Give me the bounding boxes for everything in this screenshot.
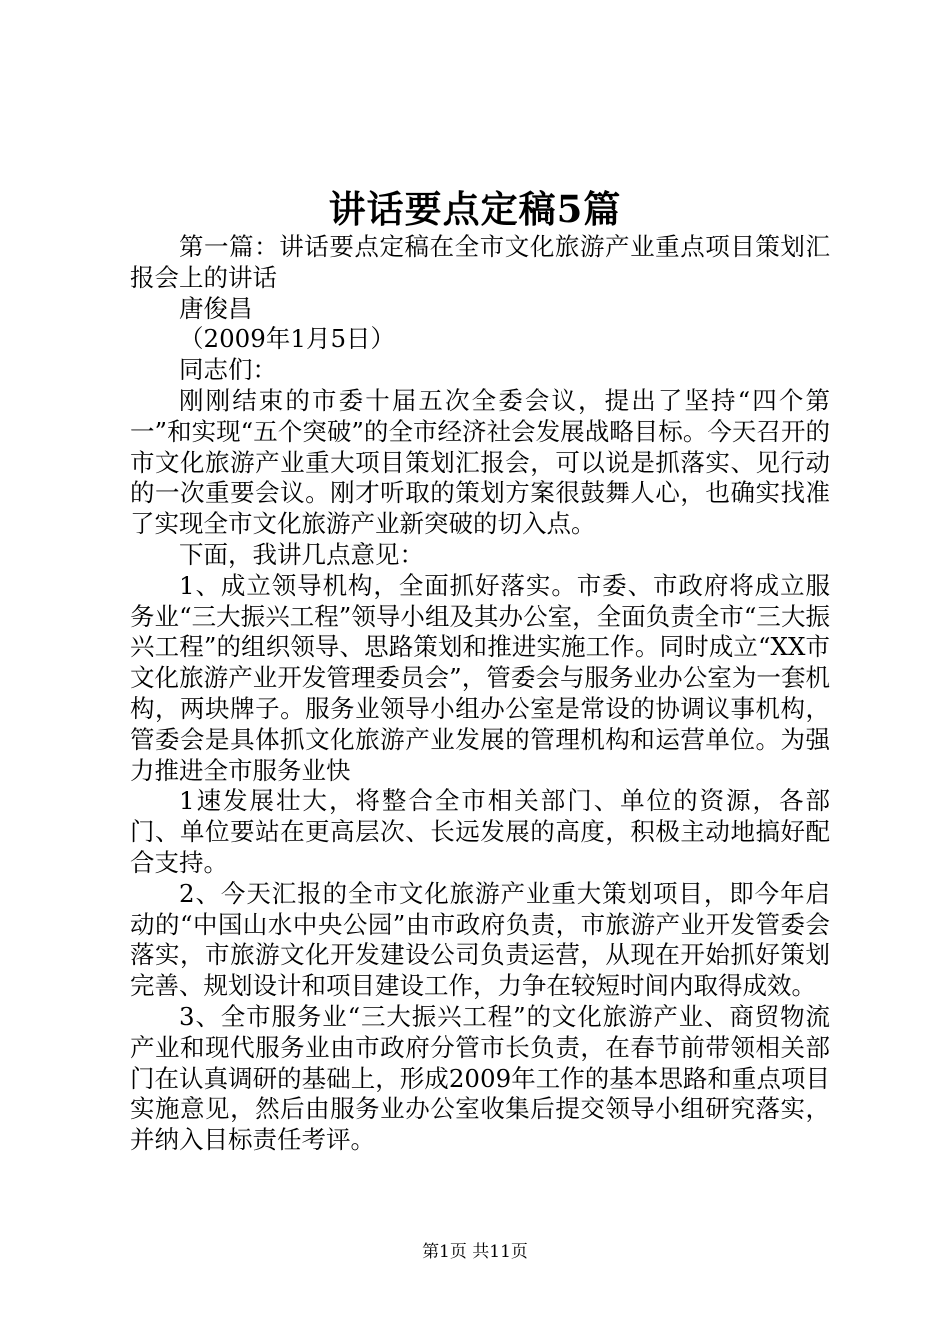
paragraph-intro: 刚刚结束的市委十届五次全委会议，提出了坚持“四个第一”和实现“五个突破”的全市经济社会发展战略目标。今天召开的市文化旅游产业重大项目策划汇报会，可以说是抓落实、见行动的一次重要会议。刚才听取的策划方案很鼓舞人心，也确实找准了实现全市文化旅游产业新突破的切入点。 (130, 385, 830, 539)
paragraph-heading: 第一篇：讲话要点定稿在全市文化旅游产业重点项目策划汇报会上的讲话 (130, 232, 830, 292)
paragraph-point-1-continued: 1速发展壮大，将整合全市相关部门、单位的资源，各部门、单位要站在更高层次、长远发展的高度，积极主动地搞好配合支持。 (130, 786, 830, 877)
paragraph-point-2: 2、今天汇报的全市文化旅游产业重大策划项目，即今年启动的“中国山水中央公园”由市政府负责，市旅游产业开发管委会落实，市旅游文化开发建设公司负责运营，从现在开始抓好策划完善、规划设计和项目建设工作，力争在较短时间内取得成效。 (130, 878, 830, 1001)
document-body (130, 232, 830, 1156)
paragraph-point-3: 3、全市服务业“三大振兴工程”的文化旅游产业、商贸物流产业和现代服务业由市政府分管市长负责，在春节前带领相关部门在认真调研的基础上，形成2009年工作的基本思路和重点项目实施意见，然后由服务业办公室收集后提交领导小组研究落实，并纳入目标责任考评。 (130, 1001, 830, 1155)
paragraph-date: （2009年1月5日） (179, 324, 396, 354)
paragraph-point-1: 1、成立领导机构，全面抓好落实。市委、市政府将成立服务业“三大振兴工程”领导小组及其办公室，全面负责全市“三大振兴工程”的组织领导、思路策划和推进实施工作。同时成立“XX市文化旅游产业开发管理委员会”，管委会与服务业办公室为一套机构，两块牌子。服务业领导小组办公室是常设的协调议事机构，管委会是具体抓文化旅游产业发展的管理机构和运营单位。为强力推进全市服务业快 (130, 570, 830, 785)
document-title: 讲话要点定稿5篇 (328, 187, 622, 231)
paragraph-transition: 下面，我讲几点意见： (179, 539, 424, 569)
page-footer: 第1页 共11页 (422, 1242, 528, 1262)
paragraph-author: 唐俊昌 (179, 293, 253, 323)
paragraph-salutation: 同志们： (179, 355, 277, 385)
